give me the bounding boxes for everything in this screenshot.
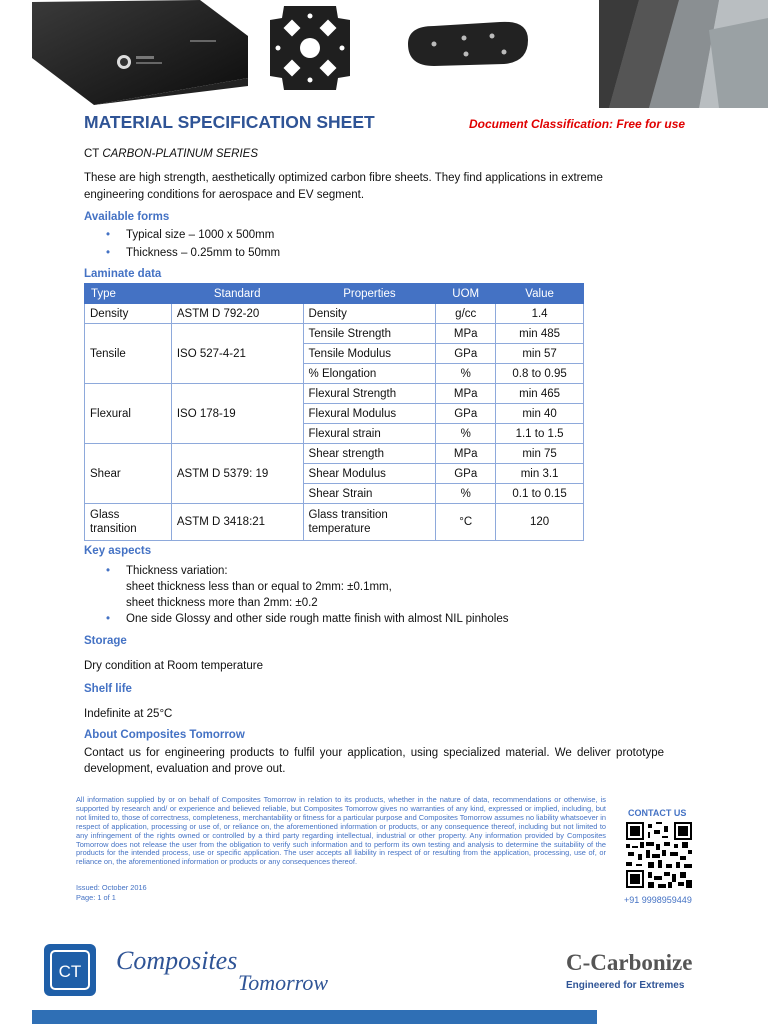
- type-cell: Tensile: [85, 324, 172, 384]
- shelf-life-heading: Shelf life: [84, 683, 132, 695]
- uom-cell: °C: [436, 504, 496, 541]
- about-heading: About Composites Tomorrow: [84, 729, 245, 741]
- issued-date: Issued: October 2016: [76, 883, 147, 892]
- footer-bar: [32, 1010, 597, 1024]
- property-cell: Flexural Modulus: [303, 404, 436, 424]
- value-cell: min 75: [496, 444, 584, 464]
- company-name-first: Composites: [116, 946, 238, 975]
- legal-disclaimer: All information supplied by or on behalf of Composites Tomorrow in relation to its products, whether in the nature of data, recommendations or otherwise, is supported by research and/ or experience and believed reliable, but Composites Tomorrow gives no warranties of any kind, expressed or implied, including, but not limited to, those of correctness, completeness, merchantability or fitness for a particular purpose and Composites Tomorrow assumes no liability whatsoever in respect of application, processing or use of, or reliance on, the aforementioned information or products, or any consequence thereof, including but not limited to any infringement of the rights owned or controlled by a third party regarding intellectual, industrial or other property. Any information provided by Composites Tomorrow does not release the user from the obligation to verify such information and to perform its own testing and analysis to determine the suitability of the products for the intended process, use or specific application. The user accepts all liability in respect of or resulting from the application, processing, use of, or reliance on, the aforementioned information or products or any consequences thereof.: [76, 795, 606, 867]
- storage-text: Dry condition at Room temperature: [84, 660, 263, 672]
- column-header: Type: [85, 284, 172, 304]
- table-row: [85, 304, 584, 324]
- list-item: • Typical size – 1000 x 500mm: [126, 227, 274, 243]
- standard-cell: ISO 527-4-21: [171, 324, 303, 384]
- table-row: [85, 444, 584, 464]
- property-cell: Shear strength: [303, 444, 436, 464]
- standard-cell: ASTM D 3418:21: [171, 504, 303, 541]
- page-number: Page: 1 of 1: [76, 893, 116, 902]
- property-cell: Glass transition temperature: [303, 504, 436, 541]
- uom-cell: %: [436, 484, 496, 504]
- standard-cell: ASTM D 5379: 19: [171, 444, 303, 504]
- value-cell: min 485: [496, 324, 584, 344]
- property-cell: Density: [303, 304, 436, 324]
- page-title: MATERIAL SPECIFICATION SHEET: [84, 112, 375, 132]
- brand-name: C-Carbonize: [566, 950, 693, 975]
- list-item: • Thickness – 0.25mm to 50mm: [126, 245, 280, 261]
- column-header: Value: [496, 284, 584, 304]
- uom-cell: MPa: [436, 444, 496, 464]
- value-cell: min 57: [496, 344, 584, 364]
- table-row: [85, 384, 584, 404]
- property-cell: Flexural strain: [303, 424, 436, 444]
- thickness-line: sheet thickness less than or equal to 2mm: ±0.1mm,: [126, 581, 392, 593]
- company-name-second: Tomorrow: [238, 970, 329, 995]
- series-prefix: CT: [84, 148, 100, 160]
- type-cell: Shear: [85, 444, 172, 504]
- contact-phone[interactable]: +91 9998959449: [624, 895, 692, 905]
- list-item: • Thickness variation:: [126, 563, 228, 579]
- type-cell: Glass transition: [85, 504, 172, 541]
- column-header: Properties: [303, 284, 436, 304]
- contact-label: CONTACT US: [628, 808, 687, 818]
- list-item: • One side Glossy and other side rough matte finish with almost NIL pinholes: [126, 611, 508, 627]
- value-cell: min 3.1: [496, 464, 584, 484]
- uom-cell: GPa: [436, 464, 496, 484]
- standard-cell: ASTM D 792-20: [171, 304, 303, 324]
- brand-tagline: Engineered for Extremes: [566, 980, 685, 991]
- value-cell: min 40: [496, 404, 584, 424]
- storage-heading: Storage: [84, 635, 127, 647]
- laminate-heading: Laminate data: [84, 268, 162, 280]
- uom-cell: g/cc: [436, 304, 496, 324]
- carbon-plate-photo: [268, 4, 352, 92]
- uom-cell: %: [436, 424, 496, 444]
- available-forms-heading: Available forms: [84, 211, 170, 223]
- uom-cell: GPa: [436, 404, 496, 424]
- value-cell: 120: [496, 504, 584, 541]
- carbon-part-photo: [404, 18, 530, 70]
- about-text: Contact us for engineering products to fulfil your application, using specialized material. We deliver prototype development, evaluation and prove out.: [84, 747, 664, 775]
- table-header-row: [85, 284, 584, 304]
- type-cell: Density: [85, 304, 172, 324]
- logo-mark: CT: [58, 962, 82, 981]
- value-cell: 1.1 to 1.5: [496, 424, 584, 444]
- uom-cell: %: [436, 364, 496, 384]
- key-aspects-heading: Key aspects: [84, 545, 152, 557]
- property-cell: Tensile Modulus: [303, 344, 436, 364]
- document-classification: Document Classification: Free for use: [469, 117, 686, 131]
- laminate-table: [84, 283, 584, 541]
- table-row: [85, 504, 584, 541]
- uom-cell: MPa: [436, 324, 496, 344]
- series-name: CARBON-PLATINUM SERIES: [102, 148, 259, 160]
- value-cell: min 465: [496, 384, 584, 404]
- value-cell: 0.8 to 0.95: [496, 364, 584, 384]
- product-photos: [32, 0, 768, 108]
- intro-paragraph: These are high strength, aesthetically optimized carbon fibre sheets. They find applications in extreme engineering conditions for aerospace and EV segment.: [84, 172, 603, 201]
- shelf-life-text: Indefinite at 25°C: [84, 708, 173, 720]
- carbon-samples-photo: [599, 0, 768, 108]
- property-cell: Shear Strain: [303, 484, 436, 504]
- uom-cell: MPa: [436, 384, 496, 404]
- property-cell: % Elongation: [303, 364, 436, 384]
- standard-cell: ISO 178-19: [171, 384, 303, 444]
- product-series: [84, 148, 258, 160]
- column-header: UOM: [436, 284, 496, 304]
- column-header: Standard: [171, 284, 303, 304]
- qr-code-icon[interactable]: [626, 822, 692, 888]
- table-row: [85, 324, 584, 344]
- thickness-line: sheet thickness more than 2mm: ±0.2: [126, 597, 318, 609]
- property-cell: Shear Modulus: [303, 464, 436, 484]
- uom-cell: GPa: [436, 344, 496, 364]
- property-cell: Flexural Strength: [303, 384, 436, 404]
- value-cell: 0.1 to 0.15: [496, 484, 584, 504]
- property-cell: Tensile Strength: [303, 324, 436, 344]
- value-cell: 1.4: [496, 304, 584, 324]
- type-cell: Flexural: [85, 384, 172, 444]
- carbon-sheet-photo: [32, 0, 248, 105]
- ct-logo-icon: [44, 944, 96, 996]
